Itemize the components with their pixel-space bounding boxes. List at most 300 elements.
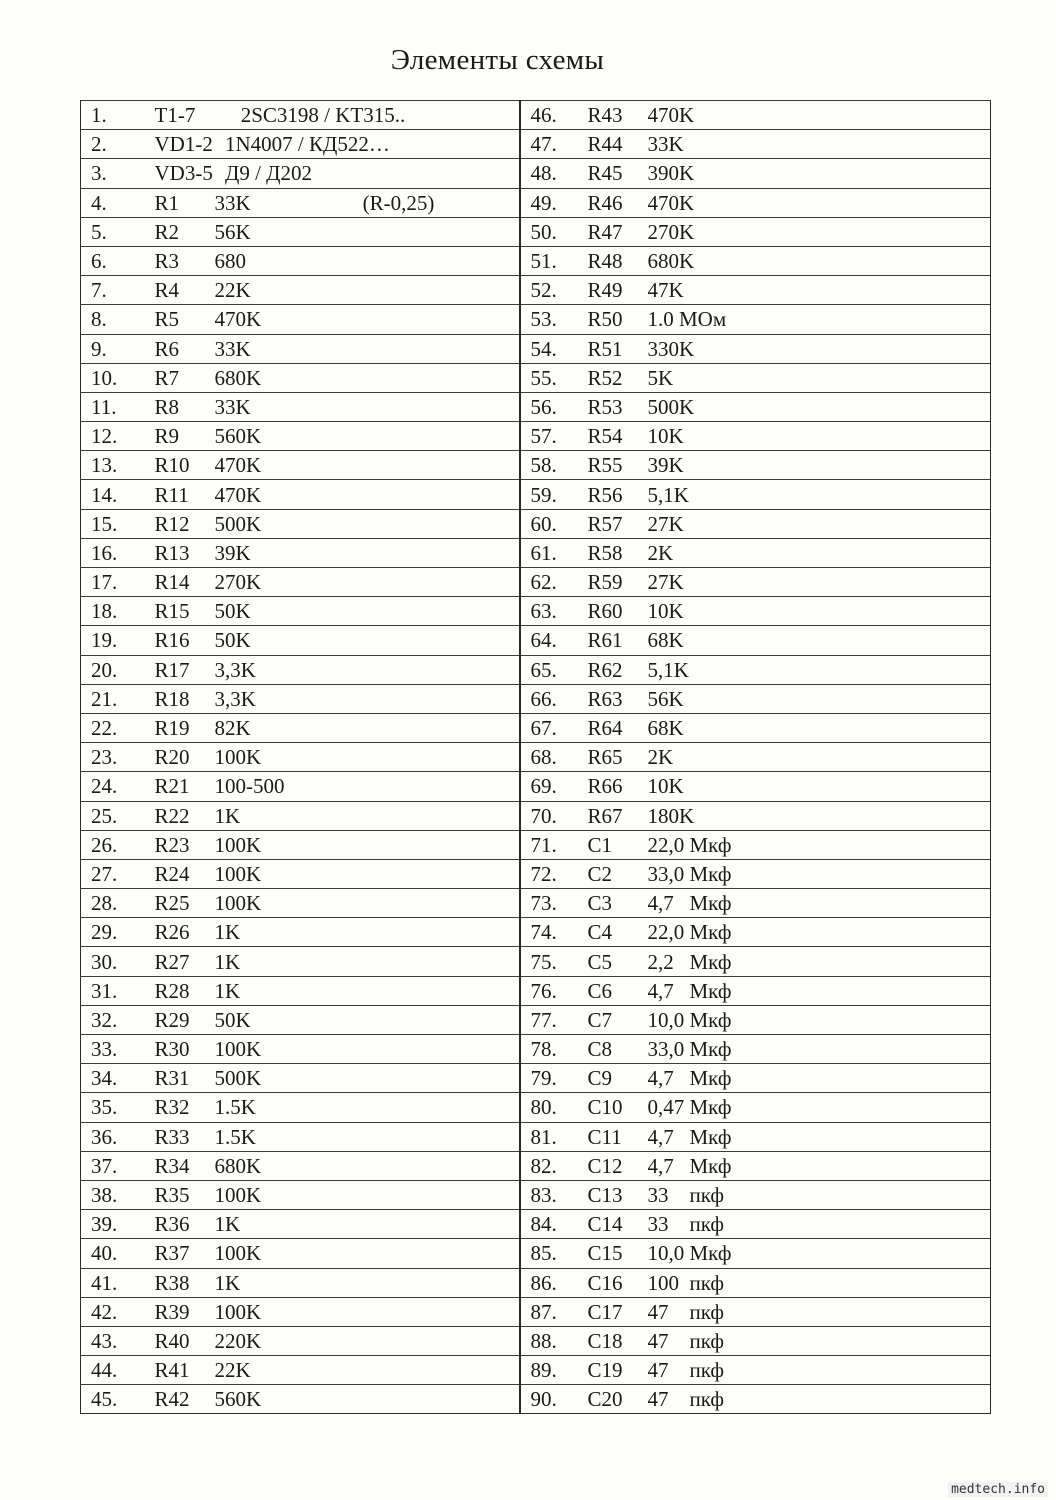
item-number: 1.: [81, 101, 155, 130]
item-number: 19.: [81, 626, 155, 655]
component-designator: R37: [155, 1239, 215, 1268]
component-value-text: 1K: [214, 1270, 241, 1295]
item-number: 44.: [81, 1356, 155, 1385]
item-number: 38.: [81, 1180, 155, 1209]
item-number: 84.: [520, 1210, 588, 1239]
component-value-text: 100K: [214, 891, 262, 916]
component-value: [215, 480, 520, 509]
table-row: [81, 1122, 991, 1151]
item-number: 53.: [520, 305, 588, 334]
component-designator: R61: [588, 626, 648, 655]
component-designator: R64: [588, 713, 648, 742]
item-number: 39.: [81, 1210, 155, 1239]
component-value: 47 пкф: [648, 1385, 991, 1414]
item-number: 42.: [81, 1297, 155, 1326]
component-value-text: 3,3K: [214, 686, 256, 711]
component-designator: C8: [588, 1035, 648, 1064]
component-value: 100 пкф: [648, 1268, 991, 1297]
component-value: [215, 1093, 520, 1122]
table-row: [81, 626, 991, 655]
component-designator: C2: [588, 859, 648, 888]
item-number: 68.: [520, 743, 588, 772]
item-number: 23.: [81, 743, 155, 772]
item-number: 79.: [520, 1064, 588, 1093]
table-row: [81, 1035, 991, 1064]
component-value: [215, 1326, 520, 1355]
component-designator: R16: [155, 626, 215, 655]
component-designator: R51: [588, 334, 648, 363]
component-designator: R52: [588, 363, 648, 392]
component-value: [215, 1005, 520, 1034]
component-designator: C20: [588, 1385, 648, 1414]
item-number: 46.: [520, 101, 588, 130]
item-number: 81.: [520, 1122, 588, 1151]
component-value: 10,0 Мкф: [648, 1239, 991, 1268]
item-number: 10.: [81, 363, 155, 392]
component-value: [215, 538, 520, 567]
component-designator: R4: [155, 276, 215, 305]
component-designator: VD3-5: [155, 159, 215, 188]
item-number: 41.: [81, 1268, 155, 1297]
component-value-text: 470K: [214, 453, 262, 478]
item-number: 71.: [520, 830, 588, 859]
item-number: 49.: [520, 188, 588, 217]
component-value: [215, 713, 520, 742]
item-number: 50.: [520, 217, 588, 246]
component-value: 10,0 Мкф: [648, 1005, 991, 1034]
item-number: 70.: [520, 801, 588, 830]
item-number: 26.: [81, 830, 155, 859]
item-number: 90.: [520, 1385, 588, 1414]
component-designator: C11: [588, 1122, 648, 1151]
component-designator: R46: [588, 188, 648, 217]
component-value: [215, 334, 520, 363]
component-designator: R20: [155, 743, 215, 772]
component-value: 4,7 Мкф: [648, 1122, 991, 1151]
component-designator: C18: [588, 1326, 648, 1355]
item-number: 6.: [81, 246, 155, 275]
component-value: 470K: [648, 188, 991, 217]
table-row: [81, 1239, 991, 1268]
component-designator: R24: [155, 859, 215, 888]
component-value: 180K: [648, 801, 991, 830]
item-number: 3.: [81, 159, 155, 188]
component-designator: R15: [155, 597, 215, 626]
table-row: [81, 246, 991, 275]
item-number: 2.: [81, 130, 155, 159]
component-designator: R56: [588, 480, 648, 509]
component-value-text: 680: [214, 249, 246, 274]
item-number: 24.: [81, 772, 155, 801]
table-row: [81, 538, 991, 567]
component-designator: R12: [155, 509, 215, 538]
component-value: [215, 801, 520, 830]
item-number: 61.: [520, 538, 588, 567]
component-note: (R-0,25): [362, 190, 435, 215]
table-row: [81, 655, 991, 684]
component-designator: R35: [155, 1180, 215, 1209]
component-designator: R65: [588, 743, 648, 772]
component-value-text: 33K: [214, 394, 251, 419]
item-number: 21.: [81, 684, 155, 713]
component-value-text: 500K: [214, 511, 262, 536]
item-number: 86.: [520, 1268, 588, 1297]
item-number: 74.: [520, 918, 588, 947]
component-designator: R53: [588, 392, 648, 421]
component-designator: R19: [155, 713, 215, 742]
table-row: [81, 101, 991, 130]
component-value: 33,0 Мкф: [648, 859, 991, 888]
item-number: 85.: [520, 1239, 588, 1268]
component-designator: R27: [155, 947, 215, 976]
table-row: [81, 830, 991, 859]
component-designator: R58: [588, 538, 648, 567]
component-designator: R62: [588, 655, 648, 684]
component-designator: R57: [588, 509, 648, 538]
item-number: 52.: [520, 276, 588, 305]
component-value: [215, 772, 520, 801]
component-designator: C16: [588, 1268, 648, 1297]
item-number: 9.: [81, 334, 155, 363]
component-value: 33 пкф: [648, 1210, 991, 1239]
table-row: [81, 159, 991, 188]
item-number: 56.: [520, 392, 588, 421]
table-row: [81, 772, 991, 801]
component-designator: C9: [588, 1064, 648, 1093]
table-row: [81, 130, 991, 159]
component-value: 10K: [648, 422, 991, 451]
table-row: [81, 188, 991, 217]
item-number: 34.: [81, 1064, 155, 1093]
component-value: 5,1K: [648, 655, 991, 684]
components-table: [80, 100, 991, 1414]
component-value: [215, 918, 520, 947]
item-number: 17.: [81, 568, 155, 597]
component-value: 68K: [648, 626, 991, 655]
component-value: 1.0 MОм: [648, 305, 991, 334]
component-value-text: 220K: [214, 1328, 262, 1353]
component-value: 47 пкф: [648, 1356, 991, 1385]
item-number: 13.: [81, 451, 155, 480]
component-value-text: 56K: [214, 219, 251, 244]
component-value-text: 50K: [214, 1007, 251, 1032]
item-number: 48.: [520, 159, 588, 188]
item-number: 7.: [81, 276, 155, 305]
component-value: 56K: [648, 684, 991, 713]
component-designator: C6: [588, 976, 648, 1005]
component-designator: R10: [155, 451, 215, 480]
table-row: [81, 276, 991, 305]
table-row: [81, 305, 991, 334]
component-value: 33K: [648, 130, 991, 159]
item-number: 80.: [520, 1093, 588, 1122]
component-value-text: 3,3K: [214, 657, 256, 682]
component-designator: C3: [588, 889, 648, 918]
item-number: 82.: [520, 1151, 588, 1180]
component-value: 4,7 Мкф: [648, 976, 991, 1005]
component-value-text: 100K: [214, 832, 262, 857]
table-row: [81, 568, 991, 597]
component-designator: R7: [155, 363, 215, 392]
component-value-text: 1K: [214, 949, 241, 974]
item-number: 22.: [81, 713, 155, 742]
component-designator: R47: [588, 217, 648, 246]
component-value-text: 500K: [214, 1066, 262, 1091]
component-value: 390K: [648, 159, 991, 188]
component-designator: R8: [155, 392, 215, 421]
component-value-text: 33K: [214, 336, 251, 361]
item-number: 78.: [520, 1035, 588, 1064]
component-value: 22,0 Мкф: [648, 830, 991, 859]
component-designator: R59: [588, 568, 648, 597]
component-value-text: 100K: [214, 1299, 262, 1324]
component-value-text: 22K: [214, 278, 251, 303]
table-row: [81, 1210, 991, 1239]
item-number: 32.: [81, 1005, 155, 1034]
component-value-text: 82K: [214, 716, 251, 741]
watermark: medtech.info: [948, 1482, 1048, 1497]
component-value: [215, 392, 520, 421]
component-designator: R60: [588, 597, 648, 626]
component-value: 33,0 Мкф: [648, 1035, 991, 1064]
component-value-text: 1K: [214, 803, 241, 828]
component-designator: R41: [155, 1356, 215, 1385]
component-designator: R6: [155, 334, 215, 363]
component-value: 470K: [648, 101, 991, 130]
component-value: [215, 830, 520, 859]
component-value: [215, 217, 520, 246]
component-designator: R44: [588, 130, 648, 159]
item-number: 16.: [81, 538, 155, 567]
component-designator: R22: [155, 801, 215, 830]
component-designator: C10: [588, 1093, 648, 1122]
table-row: [81, 1297, 991, 1326]
component-value: [215, 1180, 520, 1209]
component-value: 5,1K: [648, 480, 991, 509]
component-value: [215, 1035, 520, 1064]
component-value-text: 1K: [214, 978, 241, 1003]
component-value-text: 470K: [214, 482, 262, 507]
component-designator: C17: [588, 1297, 648, 1326]
table-row: [81, 363, 991, 392]
table-row: [81, 976, 991, 1005]
component-value: 4,7 Мкф: [648, 1064, 991, 1093]
component-value-text: 1K: [214, 1212, 241, 1237]
item-number: 20.: [81, 655, 155, 684]
component-value: 4,7 Мкф: [648, 1151, 991, 1180]
component-designator: C12: [588, 1151, 648, 1180]
item-number: 65.: [520, 655, 588, 684]
component-value: 27K: [648, 568, 991, 597]
table-row: [81, 334, 991, 363]
component-value: [215, 976, 520, 1005]
component-value: 270K: [648, 217, 991, 246]
component-value: 2K: [648, 743, 991, 772]
component-value-text: 560K: [214, 424, 262, 449]
component-designator: R54: [588, 422, 648, 451]
table-row: [81, 480, 991, 509]
component-value: [215, 1385, 520, 1414]
table-row: [81, 1005, 991, 1034]
component-value: [215, 1122, 520, 1151]
item-number: 63.: [520, 597, 588, 626]
component-designator: C4: [588, 918, 648, 947]
item-number: 45.: [81, 1385, 155, 1414]
item-number: 37.: [81, 1151, 155, 1180]
component-value: [215, 597, 520, 626]
component-designator: R39: [155, 1297, 215, 1326]
item-number: 40.: [81, 1239, 155, 1268]
item-number: 31.: [81, 976, 155, 1005]
component-value: [215, 859, 520, 888]
component-designator: R36: [155, 1210, 215, 1239]
item-number: 5.: [81, 217, 155, 246]
table-row: [81, 1093, 991, 1122]
table-row: [81, 713, 991, 742]
item-number: 12.: [81, 422, 155, 451]
component-value: [215, 626, 520, 655]
component-designator: R18: [155, 684, 215, 713]
component-designator: R1: [155, 188, 215, 217]
component-designator: R13: [155, 538, 215, 567]
table-row: [81, 597, 991, 626]
component-value: 39K: [648, 451, 991, 480]
component-value: 27K: [648, 509, 991, 538]
component-designator: R43: [588, 101, 648, 130]
table-row: [81, 1385, 991, 1414]
item-number: 54.: [520, 334, 588, 363]
table-row: [81, 889, 991, 918]
component-value: 5K: [648, 363, 991, 392]
item-number: 87.: [520, 1297, 588, 1326]
component-value: [215, 509, 520, 538]
component-designator: R14: [155, 568, 215, 597]
item-number: 25.: [81, 801, 155, 830]
component-designator: R25: [155, 889, 215, 918]
component-designator: R38: [155, 1268, 215, 1297]
component-value-text: 33K: [214, 190, 251, 215]
component-value: 47 пкф: [648, 1297, 991, 1326]
component-value-text: 470K: [214, 307, 262, 332]
component-value: [215, 305, 520, 334]
component-value-text: 100K: [214, 1183, 262, 1208]
item-number: 27.: [81, 859, 155, 888]
item-number: 59.: [520, 480, 588, 509]
table-row: [81, 947, 991, 976]
component-value: [215, 363, 520, 392]
item-number: 14.: [81, 480, 155, 509]
component-value: [215, 1268, 520, 1297]
component-designator: R28: [155, 976, 215, 1005]
component-designator: C5: [588, 947, 648, 976]
item-number: 36.: [81, 1122, 155, 1151]
component-designator: R34: [155, 1151, 215, 1180]
component-value: 4,7 Мкф: [648, 889, 991, 918]
component-value: 33 пкф: [648, 1180, 991, 1209]
component-value: 47K: [648, 276, 991, 305]
component-value-text: 680K: [214, 365, 262, 390]
component-value-text: 1.5K: [214, 1095, 256, 1120]
component-designator: R32: [155, 1093, 215, 1122]
component-designator: R17: [155, 655, 215, 684]
page-title: Элементы схемы: [390, 44, 605, 76]
component-designator: C13: [588, 1180, 648, 1209]
component-designator: R31: [155, 1064, 215, 1093]
item-number: 89.: [520, 1356, 588, 1385]
item-number: 8.: [81, 305, 155, 334]
item-number: 83.: [520, 1180, 588, 1209]
component-value: [215, 889, 520, 918]
table-row: [81, 743, 991, 772]
components-table-body: [81, 101, 991, 1414]
component-value: 2K: [648, 538, 991, 567]
component-designator: R9: [155, 422, 215, 451]
component-value-text: 100K: [214, 1037, 262, 1062]
table-row: [81, 422, 991, 451]
item-number: 72.: [520, 859, 588, 888]
component-value: [215, 246, 520, 275]
component-value: [215, 1064, 520, 1093]
table-row: [81, 1180, 991, 1209]
component-value: [215, 1151, 520, 1180]
item-number: 47.: [520, 130, 588, 159]
component-designator: R21: [155, 772, 215, 801]
item-number: 62.: [520, 568, 588, 597]
table-row: [81, 1151, 991, 1180]
component-designator: R33: [155, 1122, 215, 1151]
item-number: 18.: [81, 597, 155, 626]
component-designator: C7: [588, 1005, 648, 1034]
table-row: [81, 918, 991, 947]
component-value-text: 100K: [214, 745, 262, 770]
item-number: 75.: [520, 947, 588, 976]
component-value-text: 100K: [214, 1241, 262, 1266]
component-value: 680K: [648, 246, 991, 275]
component-designator: R29: [155, 1005, 215, 1034]
component-designator: R55: [588, 451, 648, 480]
item-number: 15.: [81, 509, 155, 538]
component-designator: R26: [155, 918, 215, 947]
component-value: 2,2 Мкф: [648, 947, 991, 976]
component-value: [215, 101, 520, 130]
item-number: 64.: [520, 626, 588, 655]
component-designator: R49: [588, 276, 648, 305]
item-number: 58.: [520, 451, 588, 480]
component-designator: R23: [155, 830, 215, 859]
component-value: [215, 568, 520, 597]
item-number: 43.: [81, 1326, 155, 1355]
item-number: 30.: [81, 947, 155, 976]
item-number: 33.: [81, 1035, 155, 1064]
component-designator: R3: [155, 246, 215, 275]
component-value-text: 100K: [214, 861, 262, 886]
component-value: 0,47 Мкф: [648, 1093, 991, 1122]
component-value-text: 100-500: [214, 774, 285, 799]
component-designator: R5: [155, 305, 215, 334]
component-value: 10K: [648, 772, 991, 801]
component-designator: R67: [588, 801, 648, 830]
component-designator: R48: [588, 246, 648, 275]
component-designator: R2: [155, 217, 215, 246]
component-value-text: 1K: [214, 920, 241, 945]
component-value: 68K: [648, 713, 991, 742]
component-value: 10K: [648, 597, 991, 626]
component-value: 47 пкф: [648, 1326, 991, 1355]
component-value: [215, 1210, 520, 1239]
component-value-text: 22K: [214, 1358, 251, 1383]
item-number: 66.: [520, 684, 588, 713]
component-value-text: 39K: [214, 540, 251, 565]
